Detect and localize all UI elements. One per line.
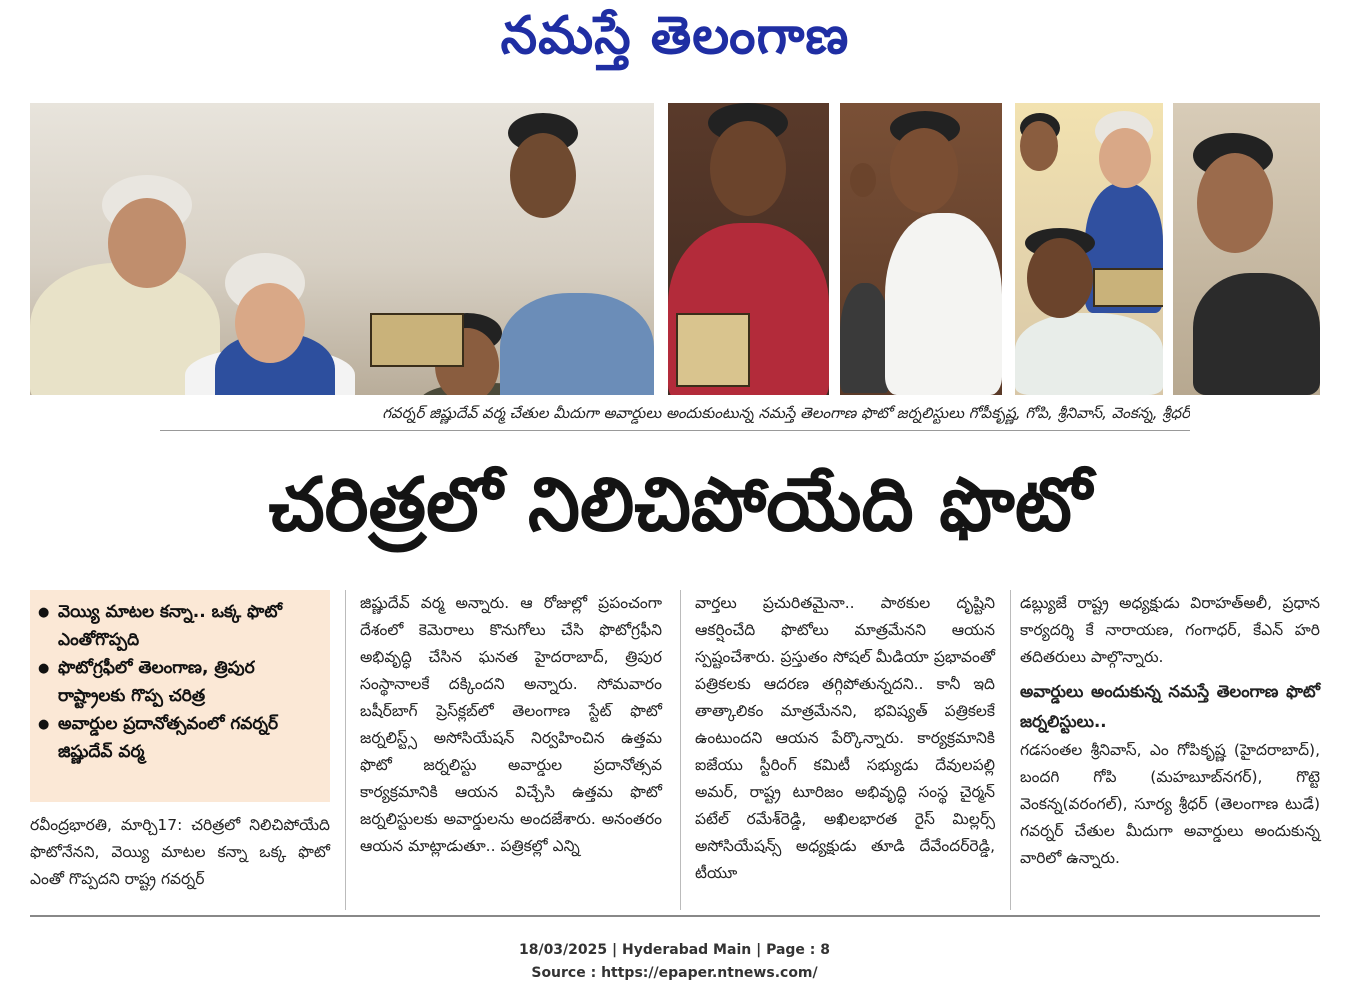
article-paragraph: గడసంతల శ్రీనివాస్, ఎం గోపికృష్ణ (హైదరాబాద్), బందగి గోపి (మహబూబ్‌నగర్), గొట్టె వెంకన్న(వరంగల్), సూర్య శ్రీధర్ (తెలంగాణ టుడే) గవర్నర్ చేతుల మీదుగా అవార్డులు అందుకున్న వారిలో ఉన్నారు. bbox=[1020, 741, 1320, 867]
highlight-item: ● అవార్డుల ప్రదానోత్సవంలో గవర్నర్ జిష్ణుదేవ్ వర్మ bbox=[38, 710, 322, 766]
article-headline: చరిత్రలో నిలిచిపోయేది ఫొటో bbox=[268, 462, 1092, 548]
column-divider bbox=[345, 590, 346, 910]
article-column-1 bbox=[30, 812, 330, 893]
article-paragraph: రవీంద్రభారతి, మార్చి17: చరిత్రలో నిలిచిపోయేది ఫొటోనేనని, వెయ్యి మాటల కన్నా ఒక్క ఫొటో ఎంతో గొప్పదని రాష్ట్ర గవర్నర్ bbox=[30, 816, 330, 888]
highlight-item: ● వెయ్యి మాటల కన్నా.. ఒక్క ఫొటో ఎంతోగొప్పది bbox=[38, 598, 322, 654]
photo-governor-award-2 bbox=[668, 103, 829, 395]
photo-caption: గవర్నర్ జిష్ణుదేవ్ వర్మ చేతుల మీదుగా అవార్డులు అందుకుంటున్న నమస్తే తెలంగాణ ఫొటో జర్నలిస్టులు గోపీకృష్ణ, గోపి, శ్రీనివాస్, వెంకన్న, శ్రీధర్ bbox=[160, 404, 1190, 431]
bullet-icon: ● bbox=[38, 661, 50, 676]
photo-governor-award-5 bbox=[1173, 103, 1320, 395]
article-column-4 bbox=[1020, 590, 1320, 872]
highlights-box bbox=[30, 590, 330, 802]
article-paragraph: వార్తలు ప్రచురితమైనా.. పాఠకుల దృష్టిని ఆకర్షించేది ఫొటోలు మాత్రమేనని ఆయన స్పష్టంచేశారు. ప్రస్తుతం సోషల్ మీడియా ప్రభావంతో పత్రికలకు ఆదరణ తగ్గిపోతున్నదని.. కానీ ఇది తాత్కాలికం మాత్రమేనని, భవిష్యత్ పత్రికలకే ఉంటుందని ఆయన పేర్కొన్నారు. కార్యక్రమానికి ఐజేయు స్టీరింగ్ కమిటీ సభ్యుడు దేవులపల్లి అమర్, రాష్ట్ర టూరిజం అభివృద్ధి సంస్థ చైర్మన్ పటేల్ రమేశ్‌రెడ్డి, అఖిలభారత రైస్ మిల్లర్స్ అసోసియేషన్స్ అధ్యక్షుడు తూడి దేవేందర్‌రెడ్డి, టీయూ bbox=[695, 594, 995, 882]
article-column-3 bbox=[695, 590, 995, 887]
highlight-item: ● ఫొటోగ్రఫీలో తెలంగాణ, త్రిపుర రాష్ట్రాలకు గొప్ప చరిత్ర bbox=[38, 654, 322, 710]
article-paragraph: డబ్ల్యుజే రాష్ట్ర అధ్యక్షుడు విరాహత్‌అలీ, ప్రధాన కార్యదర్శి కే నారాయణ, గంగాధర్, కేఎన్ హరి తదితరులు పాల్గొన్నారు. bbox=[1020, 594, 1320, 666]
newspaper-masthead: నమస్తే తెలంగాణ bbox=[500, 5, 850, 66]
photo-governor-award-1 bbox=[30, 103, 654, 395]
article-paragraph: జిష్ణుదేవ్ వర్మ అన్నారు. ఆ రోజుల్లో ప్రపంచంగా దేశంలో కెమెరాలు కొనుగోలు చేసి ఫొటోగ్రఫీని అభివృద్ధి చేసిన ఘనత హైదరాబాద్, త్రిపుర సంస్థానాలకే దక్కిందని అన్నారు. సోమవారం బషీర్‌బాగ్ ప్రెస్‌క్లబ్‌లో తెలంగాణ స్టేట్ ఫొటో జర్నలిస్ట్స్ అసోసియేషన్ నిర్వహించిన ఉత్తమ ఫొటో జర్నలిస్టు అవార్డుల ప్రదానోత్సవ కార్యక్రమానికి ఆయన విచ్చేసి ఉత్తమ ఫొటో జర్నలిస్టులకు అవార్డులను అందజేశారు. అనంతరం ఆయన మాట్లాడుతూ.. పత్రికల్లో ఎన్ని bbox=[360, 594, 662, 855]
footer-date-edition: 18/03/2025 | Hyderabad Main | Page : 8 bbox=[518, 942, 831, 958]
article-column-2 bbox=[360, 590, 662, 860]
photo-governor-award-3 bbox=[840, 103, 1002, 395]
column-divider bbox=[680, 590, 681, 910]
bullet-icon: ● bbox=[38, 717, 50, 732]
bullet-icon: ● bbox=[38, 605, 50, 620]
page-bottom-rule bbox=[30, 915, 1320, 917]
footer-source-link[interactable]: Source : https://epaper.ntnews.com/ bbox=[531, 965, 818, 981]
photo-governor-award-4 bbox=[1015, 103, 1163, 395]
awardees-subheading: అవార్డులు అందుకున్న నమస్తే తెలంగాణ ఫొటో జర్నలిస్టులు.. bbox=[1020, 682, 1320, 731]
column-divider bbox=[1010, 590, 1011, 910]
